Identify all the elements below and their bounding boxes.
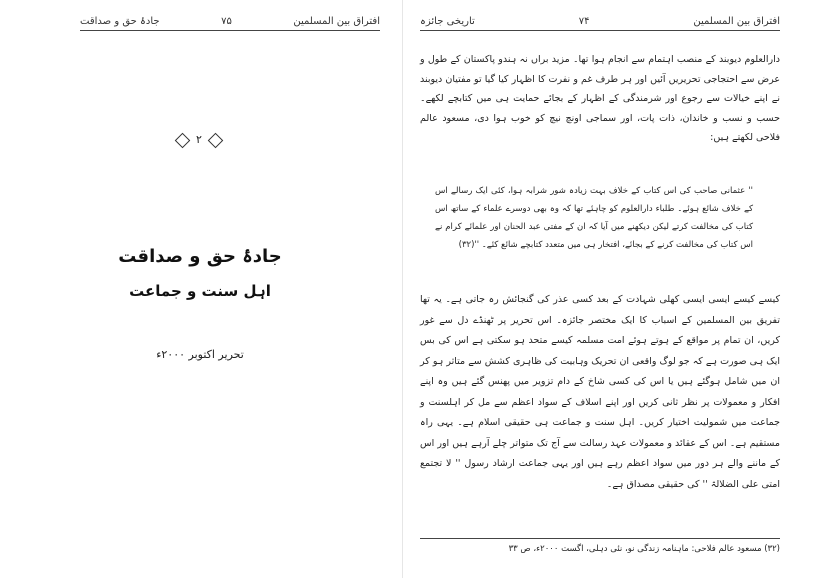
left-page-section-title: جادۂ حق و صداقت: [80, 16, 160, 27]
block-quote: '' عثمانی صاحب کی اس کتاب کے خلاف بہت زیادہ شور شرابہ ہوا، کئی ایک رسالے اس کے خلاف شائع ہوئے۔ طلباء دارالعلوم کو چاہئے تھا کہ وہ بھی دوسرے علماء کے ساتھ اس کتاب کی مخالفت کرتے لیکن دیکھنے میں آیا کہ ان کے مفتی عبد الحنان اور علمائے کرام نے اس کتاب کی مخالفت کرنے کے بجائے، افتخار ہی میں متعدد کتابچے شائع کئے۔ ''(۳۲): [435, 186, 753, 250]
footnote-divider: [420, 538, 780, 539]
left-page-header: [80, 16, 380, 31]
left-page: [0, 0, 400, 578]
right-page-section-title: تاریخی جائزہ: [420, 16, 475, 27]
chapter-title: جادۂ حق و صداقت: [118, 246, 282, 267]
page-fold: [402, 0, 403, 578]
right-page-header: [420, 16, 780, 31]
left-page-book-title: افتراق بین المسلمین: [293, 16, 380, 27]
left-page-number: ۷۵: [221, 16, 232, 27]
body-paragraph-2: کیسے کیسے ایسی ایسی کھلی شہادت کے بعد کسی عذر کی گنجائش رہ جاتی ہے۔ یہ تھا تفریق بین المسلمین کے اسباب کا ایک مختصر جائزہ۔ اس تحریر پر ٹھنڈے دل سے غور کریں، ان تمام پر مواقع کے ہوتے ہوئے امت مسلمہ کیسے متحد ہو سکتی ہے اس کی بس ایک ہی صورت ہے کہ جو لوگ واقعی ان تحریک وہابیت کی ظاہری کشش سے متاثر ہو کر ان میں شامل ہوگئے ہیں یا اس کی کسی شاخ کے دام تزویر میں پھنس گئے ہیں وہ اپنے افکار و معمولات پر نظر ثانی کریں اور اپنے اسلاف کے سواد اعظم سے مل کر اہلسنت و جماعت میں شمولیت اختیار کریں۔ اہل سنت و جماعت ہی حقیقی اسلام ہے۔ یہی راہ مستقیم ہے۔ اس کے عقائد و معمولات عہد رسالت سے آج تک متواتر چلے آرہے ہیں اور اس کے ماننے والے ہر دور میں سواد اعظم رہے ہیں اور یہی جماعت ارشاد رسول '' لا تجتمع امتی علی الضلالۃ '' کی حقیقی مصداق ہے۔: [420, 294, 780, 490]
chapter-number: ۲: [196, 133, 202, 146]
footnote: (۳۲) مسعود عالم فلاحی: ماہنامہ زندگی نو، نئی دہلی، اگست ۲۰۰۰ء، ص ۳۳: [508, 544, 780, 554]
body-paragraph-1: دارالعلوم دیوبند کے منصب اہتمام سے انجام ہوا تھا۔ مزید براں نہ ہندو پاکستان کے طول و عرض سے احتجاجی تحریریں آئیں اور ہر طرف غم و نفرت کا اظہار کیا گیا تو مفتیان دیوبند نے اپنے خیالات سے رجوع اور شرمندگی کے اظہار کے بجائے حمایت ہی میں کتابچے لکھے۔ حسب و نسب و خاندان، ذات پات، اور سماجی اونچ نیچ کو خوب ہوا دی، مسعود عالم فلاحی لکھتے ہیں:: [420, 54, 780, 143]
chapter-subtitle: اہل سنت و جماعت: [129, 282, 271, 300]
right-page: [405, 0, 819, 578]
right-page-number: ۷۴: [578, 16, 590, 27]
right-page-book-title: افتراق بین المسلمین: [693, 16, 780, 27]
chapter-date: تحریر اکتوبر ۲۰۰۰ء: [156, 348, 244, 361]
chapter-number-ornament: [173, 131, 225, 149]
